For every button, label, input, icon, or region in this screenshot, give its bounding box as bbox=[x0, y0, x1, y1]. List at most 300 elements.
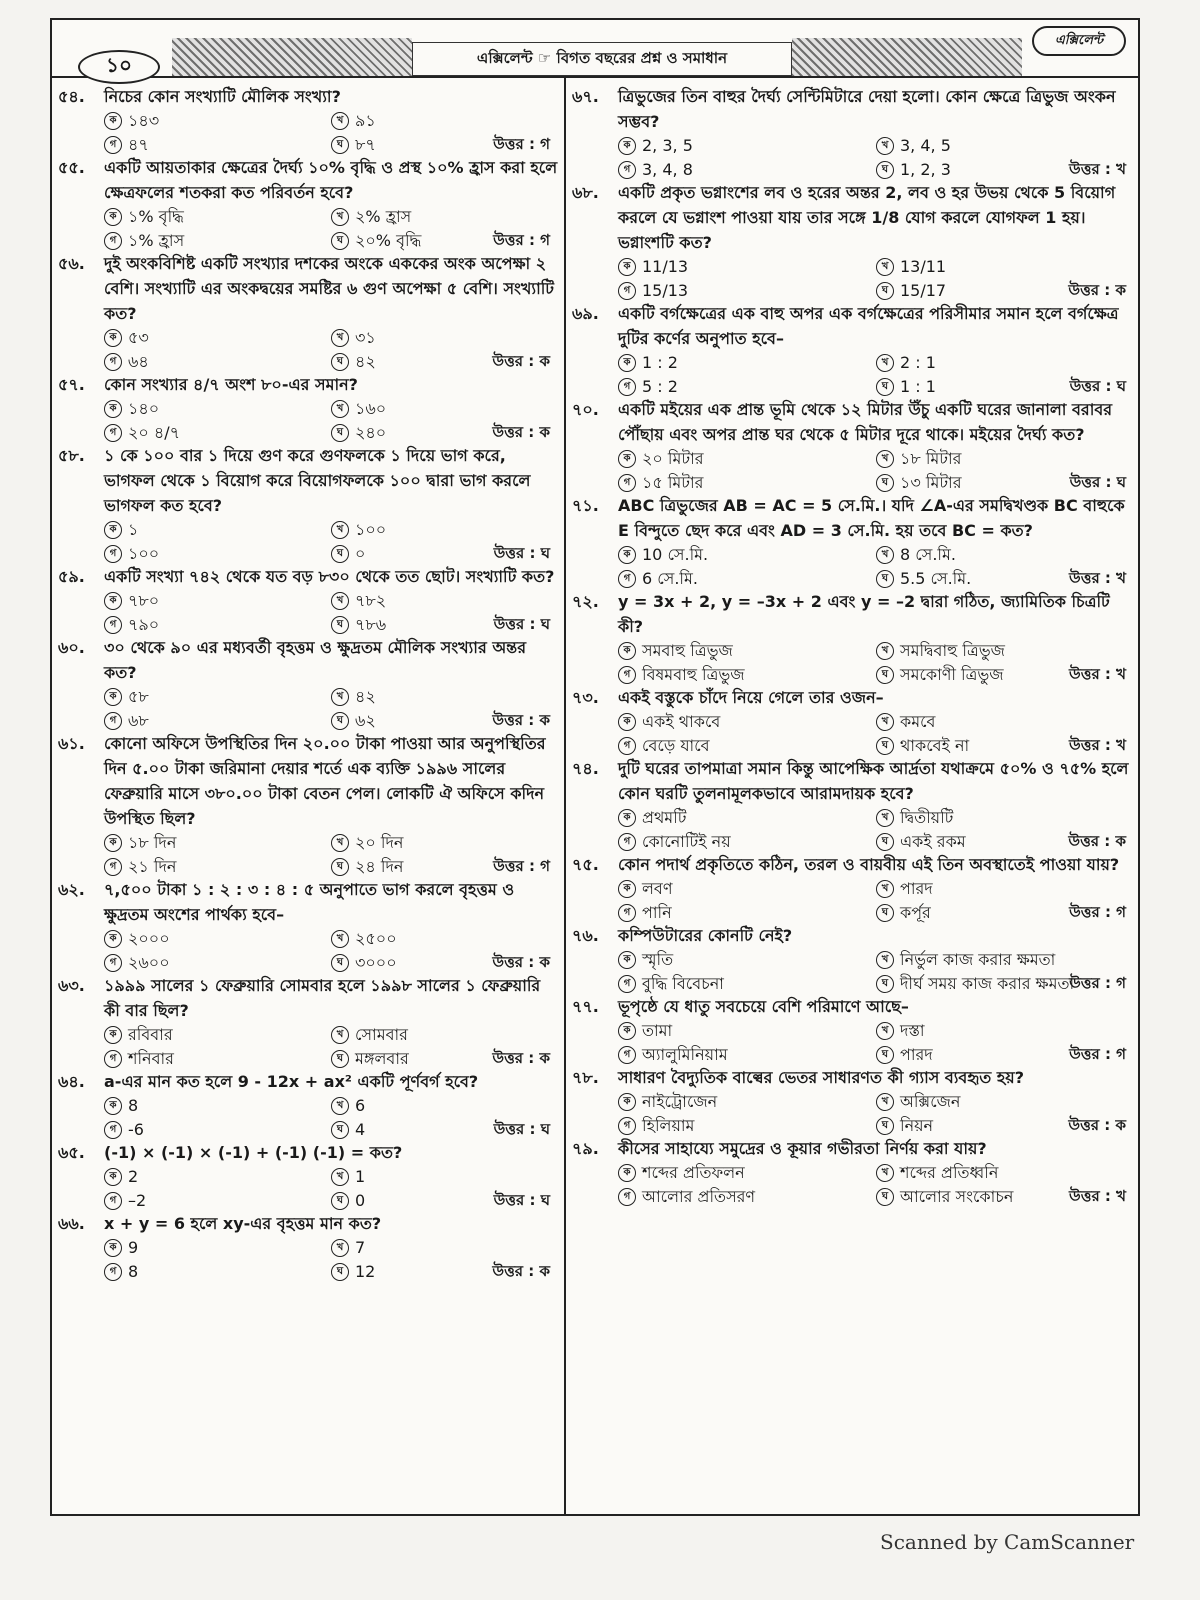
question-text: (-1) × (-1) × (-1) + (-1) (-1) = কত? bbox=[104, 1143, 403, 1162]
question-item bbox=[58, 1211, 558, 1280]
option-marker: খ bbox=[876, 880, 894, 898]
option-item bbox=[618, 972, 876, 996]
question-item bbox=[58, 564, 558, 633]
option-text: 2 bbox=[128, 1167, 139, 1186]
option-text: আলোর প্রতিসরণ bbox=[642, 1187, 756, 1206]
option-text: শব্দের প্রতিধ্বনি bbox=[900, 1163, 999, 1182]
option-text: ৯১ bbox=[355, 111, 376, 130]
question-line bbox=[572, 397, 1134, 447]
option-text: ২% হ্রাস bbox=[355, 207, 412, 226]
option-item bbox=[331, 326, 558, 350]
question-text: ভূপৃষ্ঠে যে ধাতু সবচেয়ে বেশি পরিমাণে আছে– bbox=[618, 997, 909, 1016]
options-grid bbox=[58, 1165, 558, 1213]
question-item bbox=[572, 923, 1134, 992]
option-text: ৬৮ bbox=[128, 711, 149, 730]
option-marker: গ bbox=[618, 161, 636, 179]
answer-label: উত্তর : ক bbox=[1068, 281, 1126, 299]
option-marker: ক bbox=[104, 930, 122, 948]
option-text: 3, 4, 8 bbox=[642, 160, 693, 179]
question-item bbox=[58, 443, 558, 562]
question-item bbox=[58, 973, 558, 1067]
option-text: 1 bbox=[355, 1167, 366, 1186]
question-text: ১ কে ১০০ বার ১ দিয়ে গুণ করে গুণফলকে ১ দিয়ে ভাগ করে, ভাগফল থেকে ১ বিয়োগ করে বিয়োগফলকে ১০০ দ্বারা ভাগ করলে ভাগফল কত হবে? bbox=[104, 446, 531, 515]
option-text: তামা bbox=[642, 1021, 673, 1040]
option-text: 1, 2, 3 bbox=[900, 160, 951, 179]
option-item bbox=[618, 1019, 876, 1043]
option-text: রবিবার bbox=[128, 1025, 173, 1044]
option-item bbox=[331, 397, 558, 421]
option-item bbox=[618, 710, 876, 734]
option-item bbox=[876, 877, 1134, 901]
option-marker: ক bbox=[104, 329, 122, 347]
option-item bbox=[104, 1260, 331, 1284]
option-item bbox=[618, 1090, 876, 1114]
option-item bbox=[618, 663, 876, 687]
question-number: ৬৬. bbox=[58, 1214, 85, 1233]
question-item bbox=[572, 852, 1134, 921]
options-grid bbox=[58, 109, 558, 157]
option-item bbox=[618, 1185, 876, 1209]
question-text: কোনো অফিসে উপস্থিতির দিন ২০.০০ টাকা পাওয়া আর অনুপস্থিতির দিন ৫.০০ টাকা জরিমানা দেয়ার শর্তে এক ব্যক্তি ১৯৯৬ সালের ফেব্রুয়ারি মাসে ৩৮০.০০ টাকা বেতন পেল। লোকটি ঐ অফিসে কদিন উপস্থিত ছিল? bbox=[104, 734, 546, 828]
option-marker: খ bbox=[331, 592, 349, 610]
answer-label: উত্তর : গ bbox=[493, 857, 550, 875]
option-text: ১ bbox=[128, 520, 139, 539]
option-marker: গ bbox=[618, 1046, 636, 1064]
options-grid bbox=[58, 1236, 558, 1284]
options-grid bbox=[58, 205, 558, 253]
option-text: কর্পূর bbox=[900, 903, 931, 922]
option-item bbox=[104, 685, 331, 709]
options-grid bbox=[572, 543, 1134, 591]
option-marker: গ bbox=[104, 954, 122, 972]
option-text: ২৪০ bbox=[355, 423, 387, 442]
option-marker: ক bbox=[618, 1022, 636, 1040]
left-column bbox=[58, 84, 558, 1282]
option-marker: গ bbox=[104, 1263, 122, 1281]
question-text: একটি বর্গক্ষেত্রের এক বাহু অপর এক বর্গক্ষেত্রের পরিসীমার সমান হলে বর্গক্ষেত্র দুটির কর্ণের অনুপাত হবে– bbox=[618, 304, 1119, 348]
question-text: ৩০ থেকে ৯০ এর মধ্যবর্তী বৃহত্তম ও ক্ষুদ্রতম মৌলিক সংখ্যার অন্তর কত? bbox=[104, 638, 526, 682]
option-marker: গ bbox=[618, 282, 636, 300]
option-marker: ঘ bbox=[331, 1121, 349, 1139]
option-item bbox=[331, 1094, 558, 1118]
question-line bbox=[572, 180, 1134, 255]
question-number: ৭৪. bbox=[572, 759, 599, 778]
question-number: ৬৭. bbox=[572, 87, 599, 106]
options-grid bbox=[58, 518, 558, 566]
option-item bbox=[876, 639, 1134, 663]
question-number: ৭৮. bbox=[572, 1068, 599, 1087]
option-marker: গ bbox=[104, 858, 122, 876]
question-line bbox=[58, 973, 558, 1023]
option-marker: ক bbox=[104, 112, 122, 130]
option-marker: ক bbox=[618, 951, 636, 969]
option-marker: ক bbox=[618, 1164, 636, 1182]
option-marker: ক bbox=[104, 1026, 122, 1044]
question-line bbox=[58, 372, 558, 397]
option-item bbox=[104, 1236, 331, 1260]
answer-label: উত্তর : ঘ bbox=[493, 1120, 550, 1138]
option-marker: ক bbox=[618, 546, 636, 564]
options-grid bbox=[58, 397, 558, 445]
option-text: অ্যালুমিনিয়াম bbox=[642, 1045, 728, 1064]
option-text: ৭৮২ bbox=[355, 591, 387, 610]
option-marker: খ bbox=[331, 521, 349, 539]
option-item bbox=[618, 158, 876, 182]
answer-label: উত্তর : ক bbox=[492, 352, 550, 370]
option-marker: খ bbox=[331, 329, 349, 347]
option-text: ১৮ মিটার bbox=[900, 449, 962, 468]
option-marker: ঘ bbox=[876, 833, 894, 851]
option-marker: গ bbox=[618, 1117, 636, 1135]
option-text: হিলিয়াম bbox=[642, 1116, 695, 1135]
option-text: একই রকম bbox=[900, 832, 966, 851]
option-text: লবণ bbox=[642, 879, 673, 898]
option-item bbox=[618, 134, 876, 158]
question-number: ৬৪. bbox=[58, 1072, 85, 1091]
option-text: থাকবেই না bbox=[900, 736, 970, 755]
option-marker: ঘ bbox=[331, 1263, 349, 1281]
option-text: পানি bbox=[642, 903, 672, 922]
brand-tag: এক্সিলেন্ট bbox=[1032, 26, 1126, 56]
option-text: ৪৭ bbox=[128, 135, 149, 154]
question-item bbox=[572, 301, 1134, 395]
question-text: দুই অংকবিশিষ্ট একটি সংখ্যার দশকের অংকে এককের অংক অপেক্ষা ২ বেশি। সংখ্যাটি এর অংকদ্বয়ের সমষ্টির ৬ গুণ অপেক্ষা ৫ বেশি। সংখ্যাটি কত? bbox=[104, 254, 555, 323]
question-number: ৬৫. bbox=[58, 1143, 85, 1162]
option-text: 13/11 bbox=[900, 257, 947, 276]
question-item bbox=[572, 685, 1134, 754]
answer-label: উত্তর : ক bbox=[492, 711, 550, 729]
option-marker: ক bbox=[104, 1097, 122, 1115]
option-item bbox=[104, 951, 331, 975]
option-marker: ঘ bbox=[876, 570, 894, 588]
option-marker: ঘ bbox=[331, 232, 349, 250]
option-item bbox=[104, 326, 331, 350]
option-item bbox=[104, 1165, 331, 1189]
option-text: ১৪৩ bbox=[128, 111, 160, 130]
option-item bbox=[618, 375, 876, 399]
option-item bbox=[331, 1236, 558, 1260]
question-number: ৬৮. bbox=[572, 183, 599, 202]
option-text: 11/13 bbox=[642, 257, 689, 276]
option-marker: ক bbox=[618, 713, 636, 731]
question-item bbox=[58, 1069, 558, 1138]
question-text: ত্রিভুজের তিন বাহুর দৈর্ঘ্য সেন্টিমিটারে দেয়া হলো। কোন ক্ষেত্রে ত্রিভুজ অংকন সম্ভব? bbox=[618, 87, 1116, 131]
question-text: একটি সংখ্যা ৭৪২ থেকে যত বড় ৮৩০ থেকে তত ছোট। সংখ্যাটি কত? bbox=[104, 567, 555, 586]
option-marker: ঘ bbox=[331, 353, 349, 371]
option-item bbox=[876, 1161, 1134, 1185]
option-item bbox=[104, 1023, 331, 1047]
option-text: কমবে bbox=[900, 712, 936, 731]
question-line bbox=[58, 1069, 558, 1094]
question-line bbox=[58, 1211, 558, 1236]
option-text: মঙ্গলবার bbox=[355, 1049, 409, 1068]
option-text: ৮৭ bbox=[355, 135, 376, 154]
option-marker: ঘ bbox=[876, 378, 894, 396]
option-marker: ঘ bbox=[876, 904, 894, 922]
option-text: 1 : 1 bbox=[900, 377, 936, 396]
option-marker: ঘ bbox=[331, 1192, 349, 1210]
option-item bbox=[618, 1114, 876, 1138]
option-item bbox=[618, 806, 876, 830]
option-item bbox=[104, 397, 331, 421]
option-item bbox=[876, 1019, 1134, 1043]
option-marker: ক bbox=[618, 258, 636, 276]
option-marker: ক bbox=[618, 450, 636, 468]
question-item bbox=[572, 1065, 1134, 1134]
question-number: ৫৯. bbox=[58, 567, 85, 586]
option-item bbox=[618, 639, 876, 663]
option-marker: ঘ bbox=[331, 858, 349, 876]
answer-label: উত্তর : গ bbox=[493, 135, 550, 153]
option-marker: ক bbox=[104, 592, 122, 610]
option-item bbox=[331, 109, 558, 133]
option-text: পারদ bbox=[900, 1045, 933, 1064]
question-number: ৫৬. bbox=[58, 254, 85, 273]
option-item bbox=[104, 855, 331, 879]
option-marker: গ bbox=[618, 570, 636, 588]
question-number: ৭৭. bbox=[572, 997, 599, 1016]
option-marker: ঘ bbox=[331, 545, 349, 563]
option-text: ৬২ bbox=[355, 711, 376, 730]
option-text: বুদ্ধি বিবেচনা bbox=[642, 974, 724, 993]
answer-label: উত্তর : ঘ bbox=[493, 544, 550, 562]
option-marker: ঘ bbox=[876, 737, 894, 755]
question-text: একই বস্তুকে চাঁদে নিয়ে গেলে তার ওজন– bbox=[618, 688, 884, 707]
option-text: ০ bbox=[355, 544, 366, 563]
option-marker: খ bbox=[876, 642, 894, 660]
option-marker: গ bbox=[104, 616, 122, 634]
option-marker: খ bbox=[331, 834, 349, 852]
option-marker: ঘ bbox=[876, 474, 894, 492]
option-marker: খ bbox=[876, 546, 894, 564]
option-marker: গ bbox=[104, 232, 122, 250]
option-marker: ক bbox=[618, 880, 636, 898]
option-text: নির্ভুল কাজ করার ক্ষমতা bbox=[900, 950, 1056, 969]
option-marker: গ bbox=[104, 712, 122, 730]
option-marker: ঘ bbox=[331, 616, 349, 634]
column-divider bbox=[564, 78, 566, 1514]
question-item bbox=[572, 180, 1134, 299]
answer-label: উত্তর : খ bbox=[1069, 160, 1126, 178]
option-marker: গ bbox=[618, 975, 636, 993]
question-number: ৬১. bbox=[58, 734, 85, 753]
question-line bbox=[58, 635, 558, 685]
question-line bbox=[572, 994, 1134, 1019]
answer-label: উত্তর : ক bbox=[1068, 832, 1126, 850]
answer-label: উত্তর : খ bbox=[1069, 665, 1126, 683]
option-text: 9 bbox=[128, 1238, 139, 1257]
question-number: ৬৯. bbox=[572, 304, 599, 323]
option-item bbox=[104, 205, 331, 229]
option-item bbox=[618, 471, 876, 495]
question-number: ৫৫. bbox=[58, 158, 85, 177]
option-item bbox=[331, 1165, 558, 1189]
right-column bbox=[572, 84, 1134, 1207]
option-text: ২০ দিন bbox=[355, 833, 404, 852]
option-text: ১০০ bbox=[128, 544, 160, 563]
option-text: –2 bbox=[128, 1191, 147, 1210]
option-marker: গ bbox=[618, 666, 636, 684]
option-text: নাইট্রোজেন bbox=[642, 1092, 718, 1111]
question-number: ৭৬. bbox=[572, 926, 599, 945]
option-marker: ঘ bbox=[876, 975, 894, 993]
question-number: ৭৯. bbox=[572, 1139, 599, 1158]
option-text: শনিবার bbox=[128, 1049, 174, 1068]
option-text: ২০ ৪/৭ bbox=[128, 423, 181, 442]
option-item bbox=[618, 948, 876, 972]
option-text: 5 : 2 bbox=[642, 377, 678, 396]
question-text: কীসের সাহায্যে সমুদ্রের ও কূয়ার গভীরতা নির্ণয় করা যায়? bbox=[618, 1139, 987, 1158]
option-marker: খ bbox=[331, 930, 349, 948]
option-item bbox=[618, 830, 876, 854]
option-marker: খ bbox=[876, 809, 894, 827]
option-item bbox=[104, 1189, 331, 1213]
options-grid bbox=[572, 948, 1134, 996]
option-text: 6 সে.মি. bbox=[642, 569, 698, 588]
answer-label: উত্তর : গ bbox=[1069, 903, 1126, 921]
option-text: 6 bbox=[355, 1096, 366, 1115]
option-text: দস্তা bbox=[900, 1021, 925, 1040]
option-text: ৫৩ bbox=[128, 328, 149, 347]
question-text: x + y = 6 হলে xy-এর বৃহত্তম মান কত? bbox=[104, 1214, 382, 1233]
options-grid bbox=[572, 639, 1134, 687]
option-item bbox=[618, 901, 876, 925]
option-marker: গ bbox=[104, 1121, 122, 1139]
options-grid bbox=[58, 927, 558, 975]
option-text: ১৩ মিটার bbox=[900, 473, 962, 492]
question-text: ৭,৫০০ টাকা ১ : ২ : ৩ : ৪ : ৫ অনুপাতে ভাগ করলে বৃহত্তম ও ক্ষুদ্রতম অংশের পার্থক্য হবে– bbox=[104, 880, 515, 924]
answer-label: উত্তর : ক bbox=[492, 1049, 550, 1067]
question-line bbox=[572, 84, 1134, 134]
option-text: দীর্ঘ সময় কাজ করার ক্ষমতা bbox=[900, 974, 1075, 993]
option-text: 2, 3, 5 bbox=[642, 136, 693, 155]
option-marker: খ bbox=[331, 208, 349, 226]
option-item bbox=[331, 1023, 558, 1047]
option-text: শব্দের প্রতিফলন bbox=[642, 1163, 745, 1182]
question-item bbox=[58, 155, 558, 249]
scanner-watermark: Scanned by CamScanner bbox=[880, 1530, 1135, 1554]
page-header bbox=[52, 20, 1138, 78]
option-marker: খ bbox=[876, 137, 894, 155]
question-line bbox=[572, 1065, 1134, 1090]
options-grid bbox=[58, 685, 558, 733]
option-marker: গ bbox=[104, 424, 122, 442]
option-marker: গ bbox=[618, 1188, 636, 1206]
option-text: 10 সে.মি. bbox=[642, 545, 709, 564]
option-text: ৪২ bbox=[355, 352, 376, 371]
option-text: ২৪ দিন bbox=[355, 857, 404, 876]
option-item bbox=[876, 134, 1134, 158]
option-text: ১% হ্রাস bbox=[128, 231, 185, 250]
option-item bbox=[331, 685, 558, 709]
option-marker: গ bbox=[618, 737, 636, 755]
option-text: ২০% বৃদ্ধি bbox=[355, 231, 422, 250]
option-item bbox=[331, 518, 558, 542]
question-line bbox=[572, 301, 1134, 351]
option-marker: ক bbox=[618, 809, 636, 827]
option-text: আলোর সংকোচন bbox=[900, 1187, 1014, 1206]
option-item bbox=[618, 255, 876, 279]
option-item bbox=[876, 710, 1134, 734]
option-marker: খ bbox=[331, 112, 349, 130]
option-item bbox=[876, 351, 1134, 375]
option-text: পারদ bbox=[900, 879, 933, 898]
answer-label: উত্তর : ঘ bbox=[1069, 473, 1126, 491]
option-item bbox=[104, 109, 331, 133]
option-marker: ক bbox=[104, 834, 122, 852]
question-text: y = 3x + 2, y = –3x + 2 এবং y = –2 দ্বারা গঠিত, জ্যামিতিক চিত্রটি কী? bbox=[618, 592, 1110, 636]
option-marker: ঘ bbox=[331, 954, 349, 972]
option-item bbox=[104, 589, 331, 613]
option-marker: ঘ bbox=[876, 1046, 894, 1064]
option-marker: গ bbox=[618, 378, 636, 396]
options-grid bbox=[572, 134, 1134, 182]
option-item bbox=[104, 927, 331, 951]
option-text: ১৫ মিটার bbox=[642, 473, 704, 492]
answer-label: উত্তর : ক bbox=[492, 953, 550, 971]
answer-label: উত্তর : ক bbox=[492, 1262, 550, 1280]
question-text: সাধারণ বৈদ্যুতিক বাল্বের ভেতর সাধারণত কী গ্যাস ব্যবহৃত হয়? bbox=[618, 1068, 1024, 1087]
option-item bbox=[104, 1047, 331, 1071]
answer-label: উত্তর : খ bbox=[1069, 1187, 1126, 1205]
option-text: ১৪০ bbox=[128, 399, 160, 418]
option-marker: খ bbox=[876, 354, 894, 372]
option-text: 8 bbox=[128, 1262, 139, 1281]
option-text: ৬৪ bbox=[128, 352, 149, 371]
question-text: কম্পিউটারের কোনটি নেই? bbox=[618, 926, 793, 945]
question-item bbox=[572, 397, 1134, 491]
question-line bbox=[58, 731, 558, 831]
option-marker: গ bbox=[104, 136, 122, 154]
option-marker: ক bbox=[104, 1168, 122, 1186]
option-marker: ক bbox=[104, 400, 122, 418]
option-marker: খ bbox=[876, 713, 894, 731]
option-item bbox=[104, 709, 331, 733]
option-text: ১৮ দিন bbox=[128, 833, 177, 852]
option-text: ২০ মিটার bbox=[642, 449, 704, 468]
option-text: 8 bbox=[128, 1096, 139, 1115]
question-line bbox=[572, 923, 1134, 948]
option-marker: ঘ bbox=[331, 712, 349, 730]
question-number: ৫৭. bbox=[58, 375, 85, 394]
option-item bbox=[618, 279, 876, 303]
option-marker: গ bbox=[104, 1050, 122, 1068]
options-grid bbox=[572, 447, 1134, 495]
question-text: একটি প্রকৃত ভগ্নাংশের লব ও হরের অন্তর 2, লব ও হর উভয় থেকে 5 বিয়োগ করলে যে ভগ্নাংশ পাওয়া যায় তার সঙ্গে 1/8 যোগ করলে যোগফল 1 হয়। ভগ্নাংশটি কত? bbox=[618, 183, 1116, 252]
option-item bbox=[618, 447, 876, 471]
option-text: প্রথমটি bbox=[642, 808, 687, 827]
question-line bbox=[572, 756, 1134, 806]
option-item bbox=[104, 133, 331, 157]
options-grid bbox=[572, 351, 1134, 399]
options-grid bbox=[58, 1023, 558, 1071]
question-text: দুটি ঘরের তাপমাত্রা সমান কিন্তু আপেক্ষিক আর্দ্রতা যথাক্রমে ৫০% ও ৭৫% হলে কোন ঘরটি তুলনামূলকভাবে আরামদায়ক হবে? bbox=[618, 759, 1129, 803]
option-marker: ঘ bbox=[876, 666, 894, 684]
option-item bbox=[104, 542, 331, 566]
question-number: ৭২. bbox=[572, 592, 599, 611]
question-item bbox=[58, 84, 558, 153]
option-item bbox=[876, 255, 1134, 279]
option-text: -6 bbox=[128, 1120, 144, 1139]
option-item bbox=[618, 543, 876, 567]
options-grid bbox=[572, 806, 1134, 854]
option-item bbox=[618, 734, 876, 758]
option-marker: ঘ bbox=[876, 161, 894, 179]
question-line bbox=[572, 589, 1134, 639]
option-marker: ক bbox=[104, 208, 122, 226]
option-marker: খ bbox=[876, 1093, 894, 1111]
option-marker: ঘ bbox=[331, 424, 349, 442]
